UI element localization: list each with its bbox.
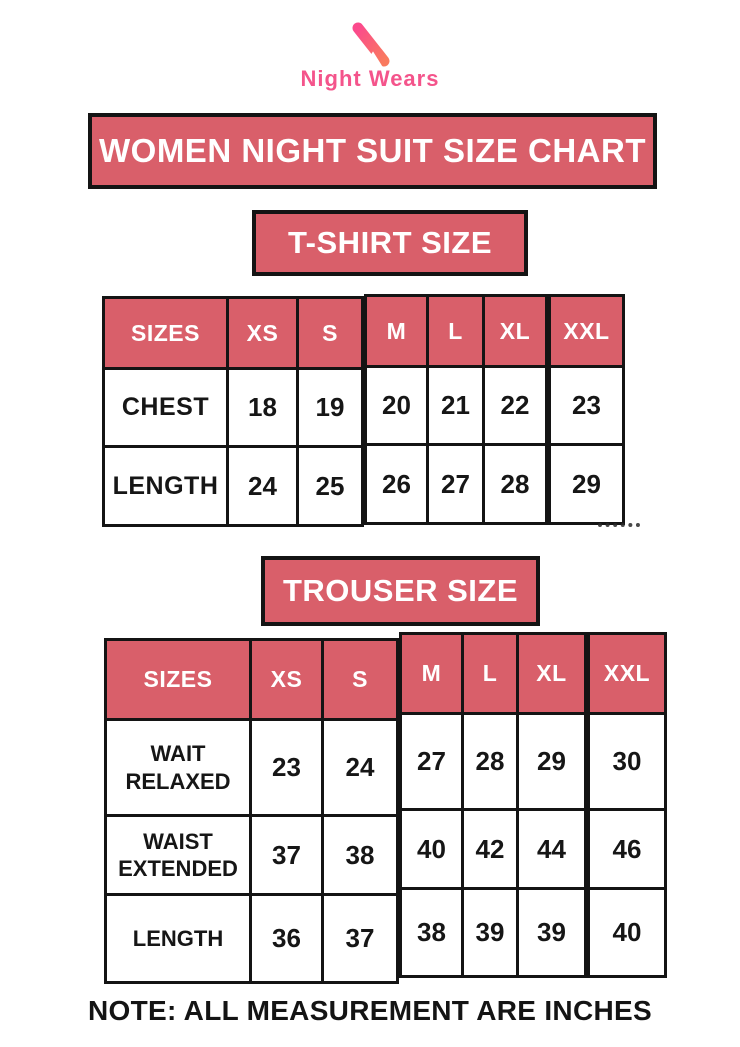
value-cell: 46	[590, 811, 664, 890]
column-header: L	[429, 297, 485, 368]
value-cell: 27	[429, 446, 485, 522]
value-cell: 29	[572, 468, 601, 499]
tshirt-table-group-right	[548, 294, 625, 525]
column-header: M	[367, 297, 429, 368]
value-cell: 28	[500, 468, 530, 499]
value-cell: 37	[252, 817, 324, 896]
row-label: LENGTH	[107, 896, 252, 981]
value-cell: 39	[537, 917, 566, 947]
value-cell: 20	[367, 368, 429, 446]
row-label: LENGTH	[105, 448, 229, 524]
trouser-size-table	[104, 638, 667, 984]
value-cell: 25	[315, 470, 345, 501]
column-header: XXL	[551, 297, 622, 368]
value-cell: 26	[367, 446, 429, 522]
value-cell: 28	[464, 715, 519, 811]
trouser-table-group-right	[587, 632, 667, 978]
tshirt-table-group-left	[102, 296, 364, 527]
night-wears-logo-icon	[348, 18, 394, 72]
row-label: WAIST EXTENDED	[107, 817, 252, 896]
column-header: SIZES	[107, 641, 252, 721]
column-header: S	[299, 299, 361, 370]
column-header: XL	[485, 297, 545, 368]
page-title: WOMEN NIGHT SUIT SIZE CHART	[88, 113, 657, 189]
row-label: CHEST	[105, 370, 229, 448]
watermark-artifact	[598, 523, 640, 527]
value-cell: 19	[299, 370, 361, 448]
column-header: SIZES	[105, 299, 229, 370]
value-cell: 23	[551, 368, 622, 446]
row-label: WAIT RELAXED	[107, 721, 252, 817]
value-cell: 37	[345, 923, 375, 953]
tshirt-table-group-mid	[364, 294, 548, 525]
value-cell: 23	[252, 721, 324, 817]
tshirt-size-table	[102, 296, 625, 527]
value-cell: 24	[324, 721, 396, 817]
value-cell: 40	[402, 811, 464, 890]
value-cell: 36	[252, 896, 324, 981]
value-cell: 18	[229, 370, 299, 448]
brand-name: Night Wears	[300, 66, 440, 91]
value-cell: 30	[590, 715, 664, 811]
column-header: M	[402, 635, 464, 715]
tshirt-section-title: T-SHIRT SIZE	[252, 210, 528, 276]
value-cell: 21	[429, 368, 485, 446]
trouser-table-group-mid	[399, 632, 587, 978]
column-header: XS	[252, 641, 324, 721]
column-header: XL	[519, 635, 584, 715]
value-cell: 39	[464, 890, 519, 975]
value-cell: 38	[324, 817, 396, 896]
column-header: XS	[229, 299, 299, 370]
value-cell: 29	[519, 715, 584, 811]
trouser-table-group-left	[104, 638, 399, 984]
value-cell: 38	[402, 890, 464, 975]
column-header: L	[464, 635, 519, 715]
column-header: XXL	[590, 635, 664, 715]
value-cell: 44	[519, 811, 584, 890]
value-cell: 40	[612, 917, 642, 947]
value-cell: 27	[402, 715, 464, 811]
value-cell: 22	[485, 368, 545, 446]
measurement-note: NOTE: ALL MEASUREMENT ARE INCHES	[88, 995, 652, 1026]
value-cell: 42	[464, 811, 519, 890]
trouser-section-title: TROUSER SIZE	[261, 556, 540, 626]
column-header: S	[324, 641, 396, 721]
value-cell: 24	[229, 448, 299, 524]
